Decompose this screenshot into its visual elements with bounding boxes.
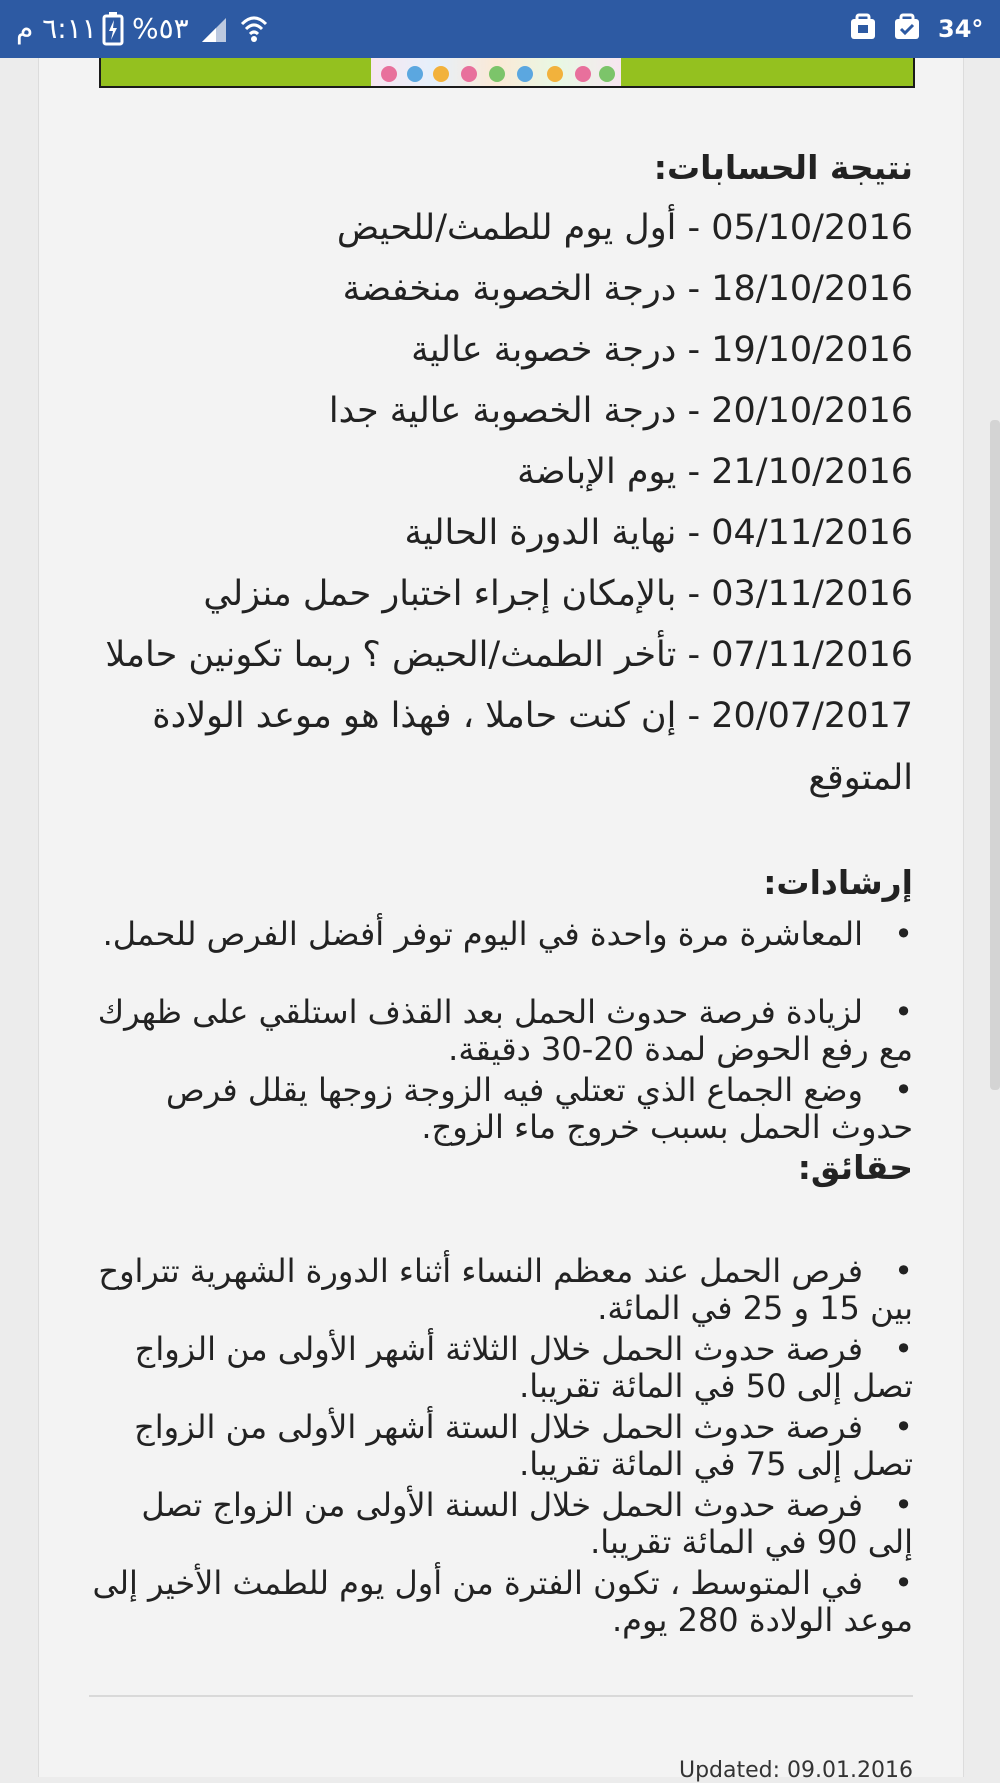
battery-level: %٥٣: [132, 12, 189, 45]
notification-icon: [892, 0, 922, 58]
fact-item: [89, 1565, 913, 1639]
result-row: [152, 694, 913, 738]
bullet-icon: •: [894, 1330, 913, 1368]
result-date: 04/11/2016: [711, 513, 913, 553]
result-row: [105, 633, 913, 677]
result-date: 03/11/2016: [711, 574, 913, 614]
result-text: - درجة الخصوبة عالية جدا: [328, 391, 701, 431]
banner-image: [371, 58, 621, 86]
tip-item: [89, 916, 913, 953]
result-text: - إن كنت حاملا ، فهذا هو موعد الولادة: [152, 696, 701, 736]
notification-icon: [848, 0, 878, 58]
tip-text: وضع الجماع الذي تعتلي فيه الزوجة زوجها يقلل فرص حدوث الحمل بسبب خروج ماء الزوج.: [166, 1071, 913, 1146]
result-row: [405, 511, 913, 555]
result-text: - درجة خصوبة عالية: [411, 330, 701, 370]
result-text: - أول يوم للطمث/للحيض: [336, 208, 701, 248]
temperature: 34°: [938, 15, 984, 43]
clock: ٦:١١ م: [16, 12, 97, 45]
result-text: - درجة الخصوبة منخفضة: [342, 269, 701, 309]
result-date: 18/10/2016: [711, 269, 913, 309]
bullet-icon: •: [894, 1486, 913, 1524]
bullet-icon: •: [894, 993, 913, 1031]
results-heading: نتيجة الحسابات:: [653, 148, 913, 187]
fact-item: [89, 1253, 913, 1327]
fact-text: فرص الحمل عند معظم النساء أثناء الدورة الشهرية تتراوح بين 15 و 25 في المائة.: [98, 1252, 913, 1327]
tip-text: لزيادة فرصة حدوث الحمل بعد القذف استلقي على ظهرك مع رفع الحوض لمدة 20-30 دقيقة.: [97, 993, 913, 1068]
fact-text: فرصة حدوث الحمل خلال الستة أشهر الأولى من الزواج تصل إلى 75 في المائة تقريبا.: [134, 1408, 913, 1483]
bullet-icon: •: [894, 1252, 913, 1290]
signal-icon: [200, 0, 232, 58]
fact-item: [89, 1409, 913, 1483]
battery-icon: [102, 0, 124, 58]
scrollbar[interactable]: [990, 420, 1000, 1090]
tip-item: [89, 994, 913, 1068]
bullet-icon: •: [894, 1564, 913, 1602]
result-text: - نهاية الدورة الحالية: [404, 513, 701, 553]
updated-date: Updated: 09.01.2016: [678, 1758, 913, 1783]
result-date: 07/11/2016: [711, 635, 913, 675]
result-text: - تأخر الطمث/الحيض ؟ ربما تكونين حاملا: [105, 635, 701, 675]
fact-item: [89, 1487, 913, 1561]
fact-item: [89, 1331, 913, 1405]
result-row: [411, 328, 913, 372]
result-row: [343, 267, 913, 311]
bullet-icon: •: [894, 1071, 913, 1109]
result-date: 20/07/2017: [711, 696, 913, 736]
wifi-icon: [238, 0, 270, 58]
result-row: [337, 206, 913, 250]
tips-heading: إرشادات:: [763, 863, 913, 902]
result-date: 05/10/2016: [711, 208, 913, 248]
banner-ad[interactable]: [99, 58, 915, 88]
result-date: 20/10/2016: [711, 391, 913, 431]
result-date: 19/10/2016: [711, 330, 913, 370]
tip-text: المعاشرة مرة واحدة في اليوم توفر أفضل الفرص للحمل.: [102, 915, 863, 953]
bullet-icon: •: [894, 1408, 913, 1446]
result-row: [203, 572, 913, 616]
page-card: [38, 58, 964, 1783]
fact-text: فرصة حدوث الحمل خلال الثلاثة أشهر الأولى من الزواج تصل إلى 50 في المائة تقريبا.: [134, 1330, 913, 1405]
tip-item: [89, 1072, 913, 1146]
result-row-continuation: المتوقع: [808, 758, 913, 798]
result-row: [517, 450, 913, 494]
fact-text: في المتوسط ، تكون الفترة من أول يوم للطمث الأخير إلى موعد الولادة 280 يوم.: [92, 1564, 913, 1639]
divider: [89, 1695, 913, 1697]
result-text: - بالإمكان إجراء اختبار حمل منزلي: [203, 574, 701, 614]
facts-heading: حقائق:: [797, 1148, 913, 1187]
bullet-icon: •: [894, 915, 913, 953]
status-bar: [0, 0, 1000, 58]
fact-text: فرصة حدوث الحمل خلال السنة الأولى من الزواج تصل إلى 90 في المائة تقريبا.: [141, 1486, 913, 1561]
result-row: [329, 389, 913, 433]
result-date: 21/10/2016: [711, 452, 913, 492]
result-text: - يوم الإباضة: [517, 452, 701, 492]
